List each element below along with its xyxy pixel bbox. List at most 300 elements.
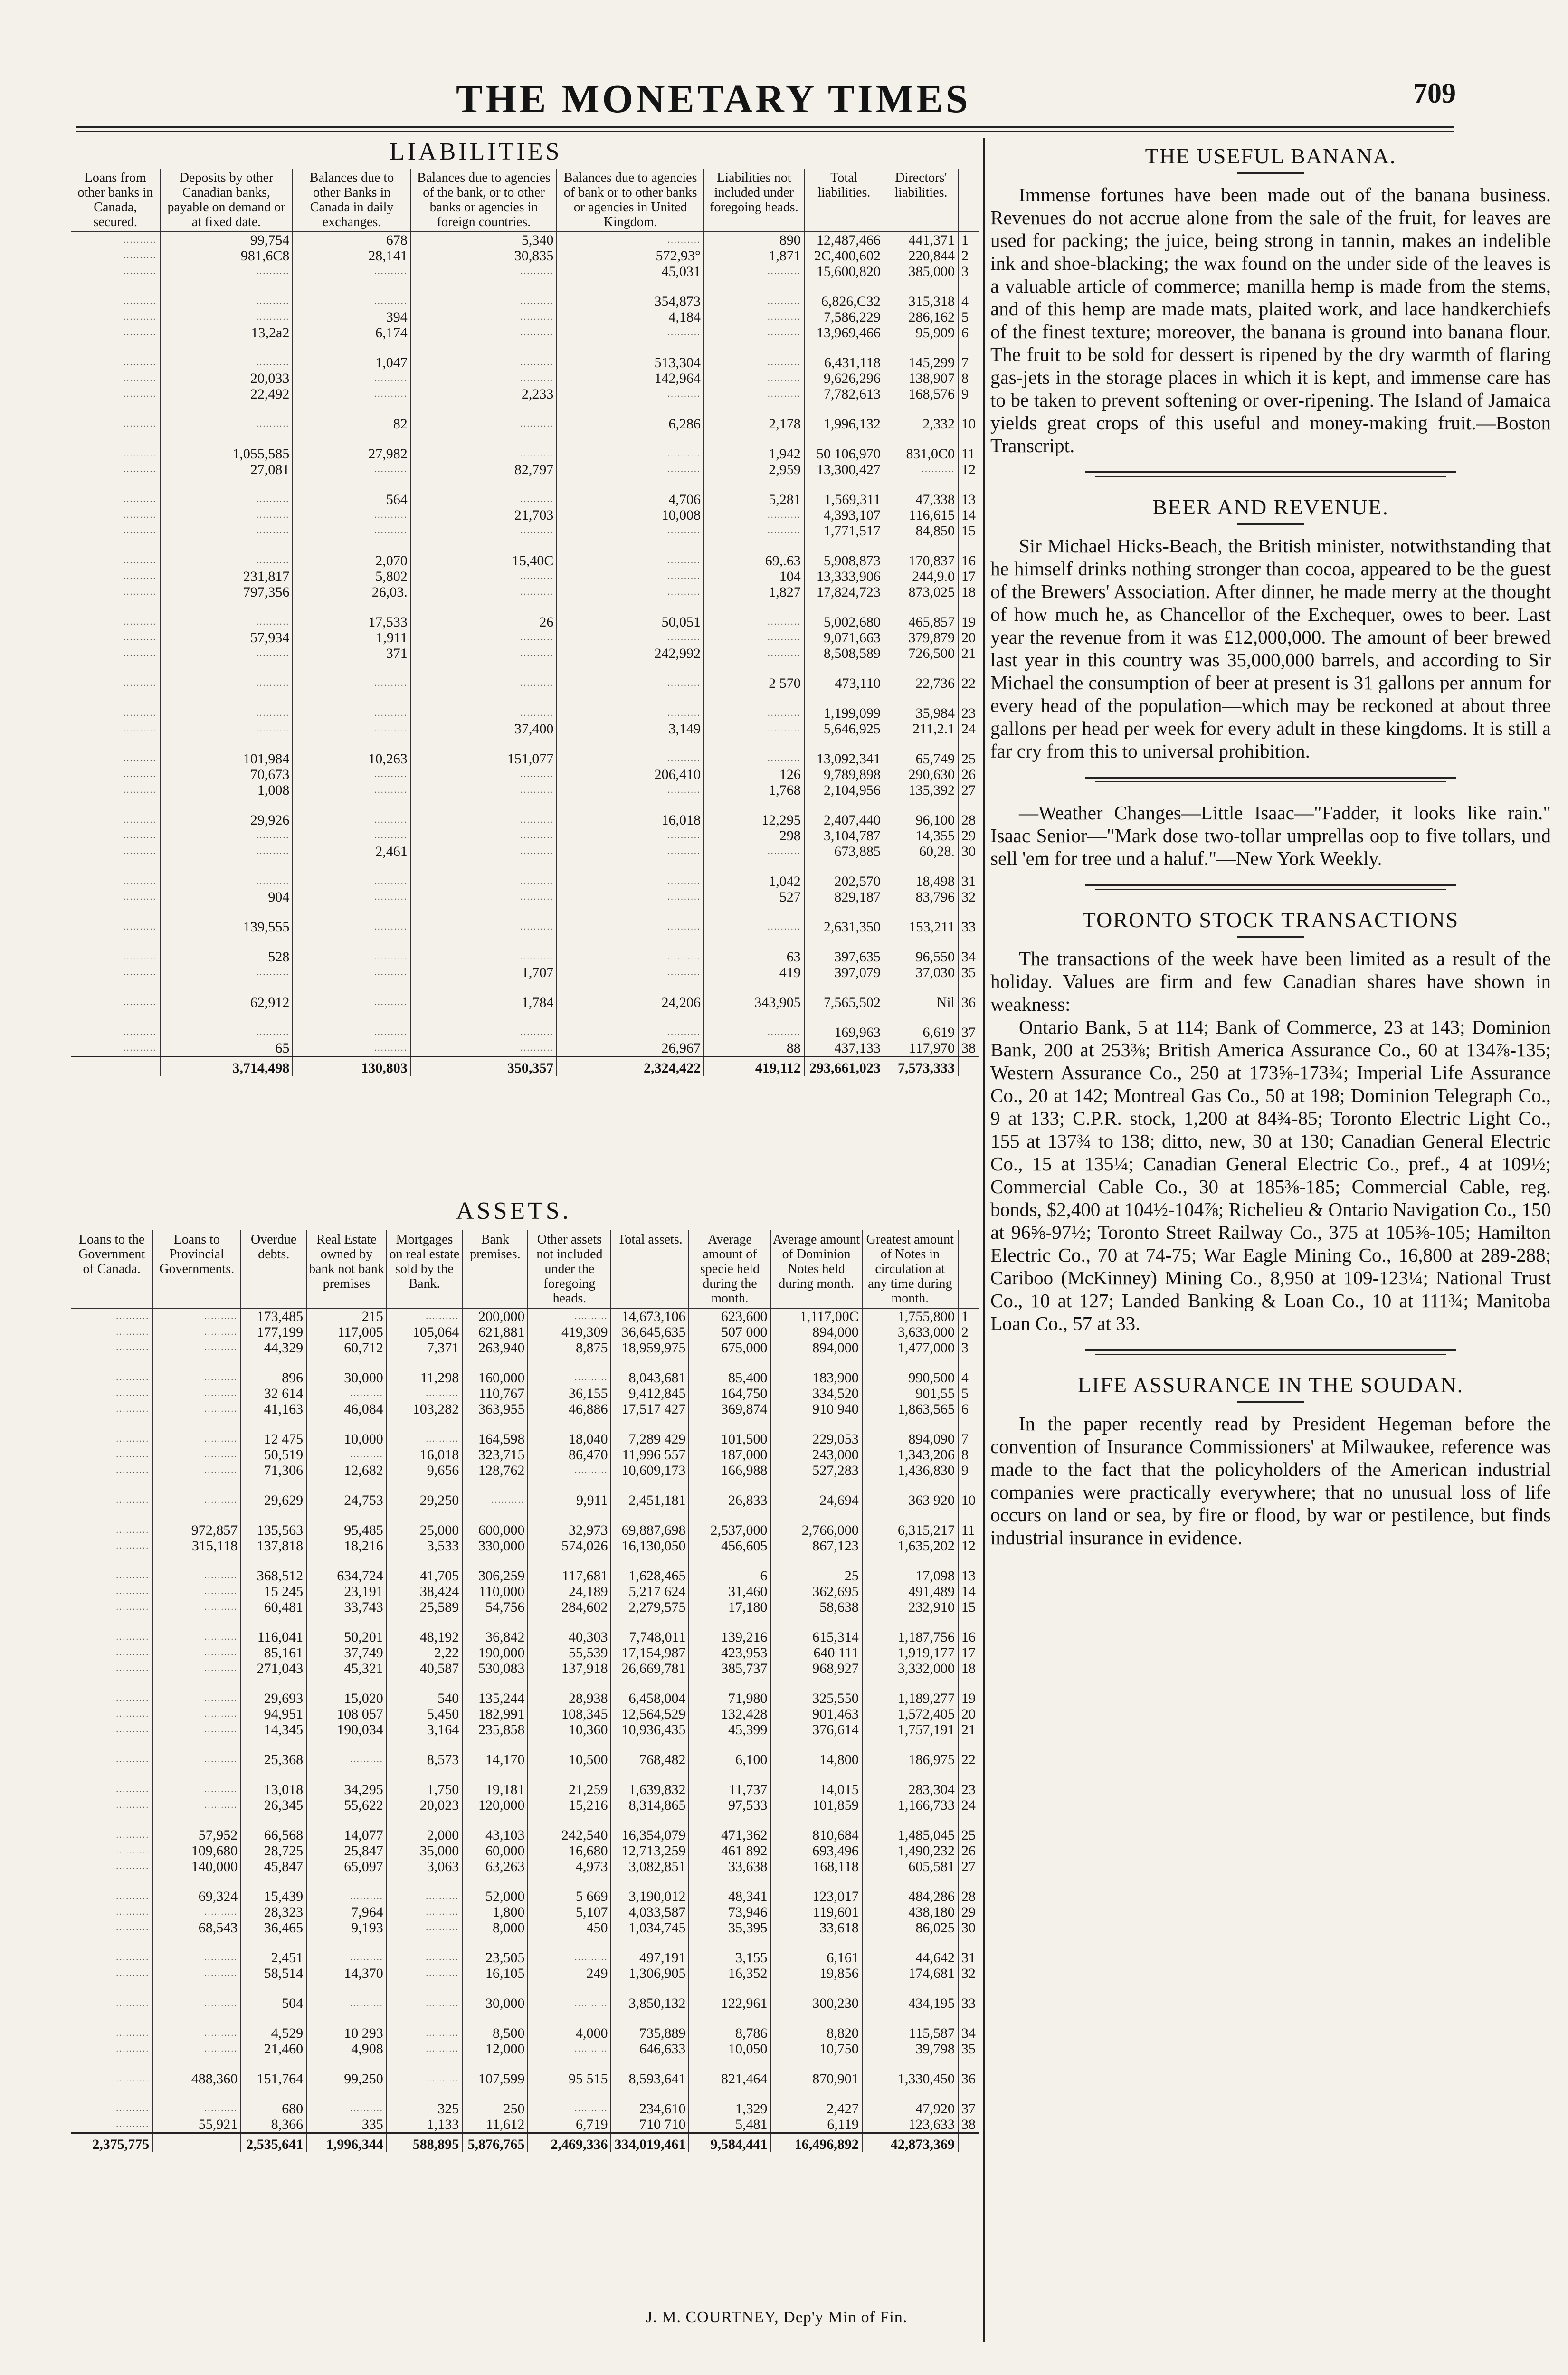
table-cell: 17,824,723 [804,584,884,600]
row-gap [71,279,979,294]
gap-cell [770,1615,862,1629]
assets-column-header: Average amount of specie held during the month. [689,1230,770,1308]
table-cell: 497,191 [611,1950,689,1966]
table-cell: 335 [306,2117,387,2133]
table-cell: .......... [123,997,157,1007]
row-number: 16 [958,1629,979,1645]
table-cell: 95,909 [884,325,958,341]
table-cell: 229,053 [770,1431,862,1447]
table-cell: .......... [160,355,293,370]
gap-cell [241,1936,306,1950]
gap-cell [557,859,704,874]
table-cell: 126 [704,767,804,782]
table-cell: 31,460 [689,1584,770,1599]
table-cell: .......... [704,309,804,325]
table-row [71,1950,979,1966]
table-row [71,874,979,889]
table-cell: 95 515 [528,2071,611,2087]
table-cell: .......... [528,1308,611,1324]
gap-cell [689,1767,770,1782]
table-cell: 385,737 [689,1661,770,1676]
gap-cell [152,1676,241,1691]
table-cell: 473,110 [804,675,884,691]
table-row [71,1691,979,1706]
liabilities-column-header: Balances due to agencies of bank or to other banks or agencies in United Kingdom. [557,169,704,232]
gap-cell [71,600,160,614]
table-cell: .......... [293,919,410,935]
table-cell: .......... [411,889,557,905]
table-cell: 2,279,575 [611,1599,689,1615]
table-cell: 990,500 [862,1370,958,1386]
table-cell: 4,529 [241,2025,306,2041]
table-cell: 139,555 [160,919,293,935]
table-cell: 48,192 [387,1629,463,1645]
gap-cell [387,1813,463,1827]
table-cell: .......... [557,965,704,980]
row-number: 9 [958,1463,979,1478]
table-cell: .......... [123,510,157,520]
gap-cell [306,1554,387,1568]
table-cell: 135,563 [241,1522,306,1538]
gap-cell [411,600,557,614]
table-cell: 41,705 [387,1568,463,1584]
table-cell: 16,130,050 [611,1538,689,1554]
gap-cell [160,859,293,874]
gap-cell [411,279,557,294]
table-cell: 83,796 [884,889,958,905]
table-cell: 25 [770,1568,862,1584]
table-cell: 3,063 [387,1859,463,1874]
table-cell: 139,216 [689,1629,770,1645]
row-number: 31 [958,874,979,889]
table-cell: .......... [116,1342,150,1353]
assets-column-header: Average amount of Dominion Notes held during month. [770,1230,862,1308]
table-cell: .......... [116,1602,150,1612]
table-cell: 211,2.1 [884,721,958,737]
table-row [71,248,979,264]
liabilities-table [71,169,979,1076]
table-cell: 232,910 [862,1599,958,1615]
article-body: Ontario Bank, 5 at 114; Bank of Commerce, 23 at 143; Dominion Bank, 200 at 253⅜; British America Assurance Co., 60 at 134⅞-135; Western Assurance Co., 250 at 173⅝-173¾; Imperial Life Assurance Co., 20 at 142; Montreal Gas Co., 50 at 198; Dominion Telegraph Co., 9 at 133; C.P.R. stock, 1,200 at 84¾-85; Toronto Electric Light Co., 155 at 137¾ to 138; ditto, new, 30 at 130; Canadian General Electric Co., 15 at 135¼; Canadian General Electric Co., pref., 4 at 109½; Commercial Cable Co., 30 at 185⅜-185; Commercial Cable, reg. bonds, $2,400 at 104½-104⅞; Richelieu & Ontario Navigation Co., 150 at 96⅝-97½; Toronto Street Railway Co., 375 at 105⅜-105; Hamilton Electric Co., 70 at 74-75; War Eagle Mining Co., 16,800 at 289-288; Cariboo (McKinney) Mining Co., 8,950 at 109-123¼; National Trust Co., 10 at 127; Landed Banking & Loan Co., 10 at 111¾; Manitoba Loan Co., 57 at 33. [990,1016,1551,1334]
table-cell: 30,000 [306,1370,387,1386]
table-cell: 5,002,680 [804,614,884,630]
table-cell: 14,370 [306,1966,387,1981]
table-cell: 55,921 [152,2117,241,2133]
table-cell: .......... [704,264,804,279]
table-cell: .......... [116,1327,150,1337]
table-row [71,1645,979,1661]
gap-cell [241,1813,306,1827]
table-cell: .......... [411,919,557,935]
table-cell: .......... [293,386,410,402]
gap-cell [71,1738,152,1752]
gap-cell [528,1767,611,1782]
table-cell: 242,540 [528,1827,611,1843]
gap-cell [241,2087,306,2101]
table-cell: .......... [704,294,804,309]
table-cell: .......... [116,1891,150,1901]
gap-cell [71,1478,152,1492]
gap-cell [152,1981,241,1995]
gap-cell [528,1508,611,1522]
table-cell: 9,789,898 [804,767,884,782]
table-cell: 18,040 [528,1431,611,1447]
table-cell: 634,724 [306,1568,387,1584]
table-cell: 183,900 [770,1370,862,1386]
table-cell: 283,304 [862,1782,958,1797]
gap-cell [152,1874,241,1889]
gap-cell [804,905,884,919]
table-cell: 86,025 [862,1920,958,1936]
gap-cell [611,1738,689,1752]
title-dash [1237,523,1304,525]
gap-cell [71,1936,152,1950]
table-row [71,462,979,477]
row-gap [71,1767,979,1782]
gap-cell [241,2011,306,2025]
table-cell: .......... [557,462,704,477]
table-cell: .......... [123,389,157,399]
table-cell: 8,000 [462,1920,528,1936]
table-row [71,965,979,980]
gap-cell [411,539,557,553]
assets-index-header [958,1230,979,1308]
table-cell: 4,908 [306,2041,387,2057]
table-cell: 105,064 [387,1324,463,1340]
table-cell: 574,026 [528,1538,611,1554]
table-cell: 6,161 [770,1950,862,1966]
table-cell: .......... [123,876,157,886]
table-cell: 138,907 [884,370,958,386]
table-cell: 35,984 [884,705,958,721]
table-cell: 23,505 [462,1950,528,1966]
table-cell: .......... [116,1861,150,1872]
gap-cell [689,1981,770,1995]
gap-cell [462,2087,528,2101]
table-cell: 4,033,587 [611,1904,689,1920]
row-number: 30 [958,844,979,859]
table-cell: .......... [557,949,704,965]
article-separator [1085,777,1456,779]
gap-cell [71,432,160,446]
total-cell: 2,375,775 [71,2133,152,2153]
table-cell: 115,587 [862,2025,958,2041]
row-number: 2 [958,248,979,264]
table-row [71,1324,979,1340]
table-cell: 1,768 [704,782,804,798]
table-cell: 46,886 [528,1401,611,1417]
table-cell: 7,964 [306,1904,387,1920]
row-gap [71,1417,979,1431]
table-cell: 354,873 [557,294,704,309]
gap-cell [152,1478,241,1492]
table-row [71,1340,979,1356]
table-row [71,294,979,309]
table-cell: 605,581 [862,1859,958,1874]
table-cell: 19,181 [462,1782,528,1797]
gap-cell [862,2057,958,2071]
table-row [71,355,979,370]
table-cell: .......... [293,721,410,737]
table-cell: .......... [152,1386,241,1401]
gap-cell [804,600,884,614]
liabilities-column-header: Loans from other banks in Canada, secured. [71,169,160,232]
gap-cell [293,980,410,995]
article-body: The transactions of the week have been limited as a result of the holiday. Values are firm and few Canadian shares have shown in weakness: [990,948,1551,1015]
table-cell: 9,656 [387,1463,463,1478]
gap-cell [884,279,958,294]
table-cell: .......... [123,464,157,475]
gap-cell [160,798,293,812]
table-row [71,1966,979,1981]
table-cell: 47,338 [884,492,958,507]
assets-heading: ASSETS. [456,1197,571,1225]
table-row [71,2041,979,2057]
gap-cell [611,1508,689,1522]
table-cell: .......... [411,844,557,859]
row-number: 8 [958,1447,979,1463]
gap-cell [689,1478,770,1492]
gap-cell [611,1676,689,1691]
gap-cell [704,935,804,949]
row-number: 7 [958,355,979,370]
table-cell: .......... [411,325,557,341]
table-cell: 37,030 [884,965,958,980]
gap-cell [884,402,958,416]
gap-cell [71,1615,152,1629]
gap-cell [462,1767,528,1782]
table-cell: 1,189,277 [862,1691,958,1706]
table-cell: 135,244 [462,1691,528,1706]
gap-cell [293,691,410,705]
table-cell: .......... [704,523,804,539]
table-cell: 46,084 [306,1401,387,1417]
table-cell: 437,133 [804,1040,884,1057]
row-number: 30 [958,1920,979,1936]
table-cell: 513,304 [557,355,704,370]
assets-column-header: Other assets not included under the foregoing heads. [528,1230,611,1308]
gap-cell [462,1981,528,1995]
gap-cell [770,2057,862,2071]
table-cell: 1,490,232 [862,1843,958,1859]
gap-cell [387,1615,463,1629]
table-row [71,721,979,737]
table-cell: 1,635,202 [862,1538,958,1554]
table-cell: 873,025 [884,584,958,600]
table-row [71,1843,979,1859]
gap-cell [71,402,160,416]
table-cell: 325 [387,2101,463,2117]
table-cell: 14,800 [770,1752,862,1767]
gap-cell [387,2057,463,2071]
table-cell: .......... [123,753,157,764]
table-cell: .......... [152,1904,241,1920]
gap-cell [689,1554,770,1568]
table-cell: .......... [116,1754,150,1765]
row-number: 32 [958,1966,979,1981]
gap-cell [689,1874,770,1889]
table-cell: 1,871 [704,248,804,264]
table-cell: 142,964 [557,370,704,386]
row-number: 13 [958,1568,979,1584]
table-cell: 69,887,698 [611,1522,689,1538]
gap-cell [884,1010,958,1025]
gap-cell [958,1010,979,1025]
table-cell: .......... [557,232,704,248]
gap-cell [884,859,958,874]
table-row [71,1889,979,1904]
table-cell: 325,550 [770,1691,862,1706]
table-cell: 1,639,832 [611,1782,689,1797]
gap-cell [71,1981,152,1995]
table-cell: .......... [152,1752,241,1767]
table-cell: .......... [557,874,704,889]
gap-cell [71,905,160,919]
gap-cell [862,2087,958,2101]
table-row [71,646,979,661]
table-cell: .......... [293,264,410,279]
gap-cell [958,661,979,675]
gap-cell [770,1874,862,1889]
table-cell: .......... [306,1386,387,1401]
liabilities-index-header [958,169,979,232]
table-cell: 530,083 [462,1661,528,1676]
table-cell: 675,000 [689,1340,770,1356]
gap-cell [152,1936,241,1950]
table-cell: .......... [160,874,293,889]
table-row [71,2071,979,2087]
table-cell: 1,863,565 [862,1401,958,1417]
gap-cell [704,432,804,446]
total-cell: 293,661,023 [804,1057,884,1076]
gap-cell [387,1478,463,1492]
table-cell: 397,079 [804,965,884,980]
table-cell: 65,749 [884,751,958,767]
gap-cell [704,691,804,705]
gap-cell [958,1478,979,1492]
table-cell: 904 [160,889,293,905]
row-number: 14 [958,507,979,523]
gap-cell [884,477,958,492]
row-number: 21 [958,1722,979,1738]
gap-cell [152,1738,241,1752]
table-cell: 15 245 [241,1584,306,1599]
table-cell: 2C,400,602 [804,248,884,264]
gap-cell [293,341,410,355]
gap-cell [958,1936,979,1950]
table-cell: 2 570 [704,675,804,691]
table-cell: 88 [704,1040,804,1057]
table-cell: .......... [411,705,557,721]
table-row [71,553,979,569]
gap-cell [152,1554,241,1568]
table-cell: .......... [704,705,804,721]
gap-cell [862,2011,958,2025]
table-cell: 45,847 [241,1859,306,1874]
table-cell: 13,969,466 [804,325,884,341]
table-cell: 137,818 [241,1538,306,1554]
table-cell: 18,498 [884,874,958,889]
assets-column-header: Loans to the Government of Canada. [71,1230,152,1308]
table-cell: .......... [116,1693,150,1703]
gap-cell [958,1356,979,1370]
gap-cell [293,737,410,751]
table-cell: 169,963 [804,1025,884,1040]
gap-cell [804,691,884,705]
table-cell: 528 [160,949,293,965]
table-cell: 972,857 [152,1522,241,1538]
row-number: 35 [958,2041,979,2057]
table-row [71,523,979,539]
table-row [71,1629,979,1645]
table-cell: .......... [306,1889,387,1904]
table-cell: 173,485 [241,1308,306,1324]
table-cell: .......... [704,630,804,646]
table-cell: 3,104,787 [804,828,884,844]
gap-cell [528,1676,611,1691]
table-cell: .......... [152,1568,241,1584]
table-cell: 12,682 [306,1463,387,1478]
table-cell: .......... [160,646,293,661]
row-number: 14 [958,1584,979,1599]
table-cell: .......... [116,2043,150,2054]
table-cell: 137,918 [528,1661,611,1676]
gap-cell [387,1554,463,1568]
table-cell: 103,282 [387,1401,463,1417]
table-cell: 60,000 [462,1843,528,1859]
gap-cell [71,935,160,949]
table-cell: .......... [123,327,157,338]
table-cell: .......... [123,678,157,688]
gap-cell [241,1554,306,1568]
table-cell: 1,133 [387,2117,463,2133]
table-cell: .......... [123,571,157,581]
row-number: 9 [958,386,979,402]
row-number: 1 [958,232,979,248]
gap-cell [611,1981,689,1995]
table-cell: 1,800 [462,1904,528,1920]
table-cell: 3,332,000 [862,1661,958,1676]
table-cell: .......... [160,1025,293,1040]
gap-cell [611,1936,689,1950]
gap-cell [557,691,704,705]
table-cell: 14,015 [770,1782,862,1797]
table-row [71,705,979,721]
gap-cell [71,1417,152,1431]
gap-cell [160,600,293,614]
table-cell: 47,920 [862,2101,958,2117]
table-cell: 26,833 [689,1492,770,1508]
table-cell: 369,874 [689,1401,770,1417]
table-cell: 5,646,925 [804,721,884,737]
gap-cell [804,402,884,416]
table-cell: 6,458,004 [611,1691,689,1706]
row-number: 28 [958,1889,979,1904]
table-cell: .......... [160,965,293,980]
table-cell: 30,000 [462,1995,528,2011]
table-cell: 600,000 [462,1522,528,1538]
gap-cell [770,1356,862,1370]
table-cell: 10,360 [528,1722,611,1738]
row-gap [71,737,979,751]
table-cell: .......... [160,294,293,309]
row-gap [71,477,979,492]
row-number: 12 [958,1538,979,1554]
table-cell: 206,410 [557,767,704,782]
table-cell: .......... [152,1447,241,1463]
total-cell: 2,469,336 [528,2133,611,2153]
table-cell: 48,341 [689,1889,770,1904]
